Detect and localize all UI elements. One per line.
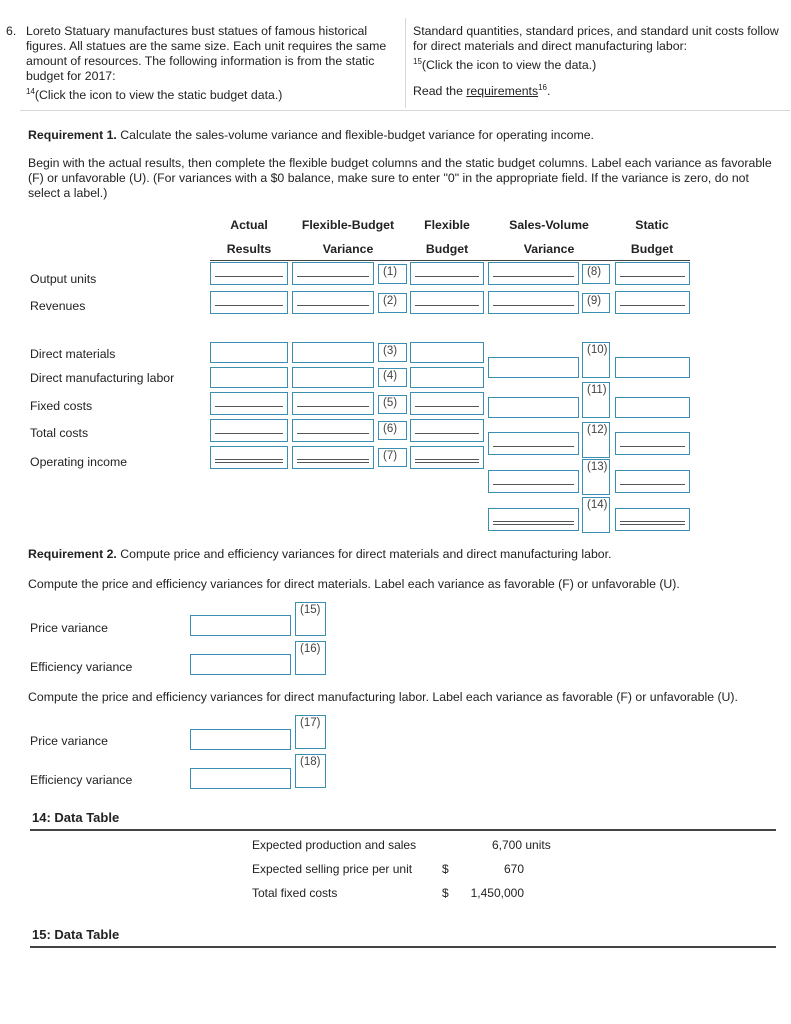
requirements-link[interactable]: requirements bbox=[466, 84, 539, 99]
output-units-fbv-input[interactable] bbox=[292, 262, 374, 285]
col-header-svv: Sales-Volume bbox=[509, 218, 589, 232]
dl-static-input[interactable] bbox=[615, 397, 690, 418]
dm-fbv-input[interactable] bbox=[292, 342, 374, 363]
problem-right-column bbox=[413, 24, 783, 99]
data-table-15-title: 15: Data Table bbox=[32, 927, 120, 942]
col-header-actual: Actual bbox=[230, 218, 268, 232]
label-2-select[interactable]: (2) bbox=[378, 293, 407, 313]
label-7-select[interactable]: (7) bbox=[378, 448, 407, 467]
row-label-output-units: Output units bbox=[30, 272, 97, 286]
dt14-row-label: Expected selling price per unit bbox=[252, 862, 413, 876]
dl-flex-input[interactable] bbox=[410, 367, 484, 388]
fixed-static-input[interactable] bbox=[615, 432, 690, 455]
dt14-row-label: Expected production and sales bbox=[252, 838, 417, 852]
column-divider bbox=[405, 18, 406, 108]
total-static-input[interactable] bbox=[615, 470, 690, 493]
label-13-select[interactable]: (13) bbox=[582, 459, 610, 495]
label-9-select[interactable]: (9) bbox=[582, 293, 610, 313]
fixed-fbv-input[interactable] bbox=[292, 392, 374, 415]
col-header-actual-sub: Results bbox=[226, 242, 272, 256]
dt14-row-symbol: $ bbox=[442, 862, 449, 876]
row-label-direct-labor: Direct manufacturing labor bbox=[30, 371, 175, 385]
revenues-flex-input[interactable] bbox=[410, 291, 484, 314]
dm-svv-input[interactable] bbox=[488, 357, 579, 378]
total-svv-input[interactable] bbox=[488, 470, 579, 493]
col-header-fbv-sub: Variance bbox=[322, 242, 374, 256]
output-units-actual-input[interactable] bbox=[210, 262, 288, 285]
dt14-row-value: 670 bbox=[503, 862, 524, 876]
fixed-svv-input[interactable] bbox=[488, 432, 579, 455]
dl-price-variance-label: Price variance bbox=[30, 734, 108, 748]
col-header-flex-sub: Budget bbox=[425, 242, 469, 256]
oi-actual-input[interactable] bbox=[210, 446, 288, 469]
label-12-select[interactable]: (12) bbox=[582, 422, 610, 458]
label-10-select[interactable]: (10) bbox=[582, 342, 610, 378]
label-3-select[interactable]: (3) bbox=[378, 343, 407, 362]
oi-svv-input[interactable] bbox=[488, 508, 579, 531]
label-8-select[interactable]: (8) bbox=[582, 264, 610, 284]
col-header-static-sub: Budget bbox=[630, 242, 674, 256]
revenues-static-input[interactable] bbox=[615, 291, 690, 314]
output-units-static-input[interactable] bbox=[615, 262, 690, 285]
dm-actual-input[interactable] bbox=[210, 342, 288, 363]
dt14-row-value: 6,700 units bbox=[492, 838, 551, 852]
label-17-select[interactable]: (17) bbox=[295, 715, 326, 749]
req1-title: Requirement 1. Calculate the sales-volume variance and flexible-budget variance for operating income. bbox=[28, 128, 594, 142]
col-header-fbv: Flexible-Budget bbox=[301, 218, 395, 232]
revenues-actual-input[interactable] bbox=[210, 291, 288, 314]
col-header-flex: Flexible bbox=[424, 218, 470, 232]
dm-flex-input[interactable] bbox=[410, 342, 484, 363]
oi-fbv-input[interactable] bbox=[292, 446, 374, 469]
oi-flex-input[interactable] bbox=[410, 446, 484, 469]
label-4-select[interactable]: (4) bbox=[378, 368, 407, 387]
req2-dm-text: Compute the price and efficiency variances for direct materials. Label each variance as favorable (F) or unfavorable (U). bbox=[28, 577, 680, 591]
revenues-fbv-input[interactable] bbox=[292, 291, 374, 314]
read-requirements-line: Read the requirements$^{16}$. bbox=[413, 83, 551, 99]
problem-number: 6. bbox=[6, 24, 17, 38]
col-header-static: Static bbox=[635, 218, 669, 232]
static-budget-icon-link[interactable]: $^{14}$(Click the icon to view the static budget data.) bbox=[26, 87, 283, 103]
header-underline bbox=[210, 260, 690, 261]
label-1-select[interactable]: (1) bbox=[378, 264, 407, 284]
dl-price-variance-input[interactable] bbox=[190, 729, 291, 750]
dm-static-input[interactable] bbox=[615, 357, 690, 378]
dt14-row-value: 1,450,000 bbox=[470, 886, 524, 900]
label-15-select[interactable]: (15) bbox=[295, 602, 326, 636]
label-6-select[interactable]: (6) bbox=[378, 421, 407, 440]
fixed-actual-input[interactable] bbox=[210, 392, 288, 415]
dm-efficiency-variance-input[interactable] bbox=[190, 654, 291, 675]
req1-instructions: Begin with the actual results, then complete the flexible budget columns and the static budget columns. Label each variance as favorable (F) or unfavorable (U). (For variances with a $0 balance, make sure to enter "0" in the appropriate field. If the variance is zero, do not select a label.) bbox=[28, 156, 772, 200]
data-table-14-title: 14: Data Table bbox=[32, 810, 120, 825]
label-11-select[interactable]: (11) bbox=[582, 382, 610, 418]
col-header-svv-sub: Variance bbox=[523, 242, 575, 256]
dl-svv-input[interactable] bbox=[488, 397, 579, 418]
dm-efficiency-variance-label: Efficiency variance bbox=[30, 660, 133, 674]
dl-efficiency-variance-input[interactable] bbox=[190, 768, 291, 789]
standards-text: Standard quantities, standard prices, and standard unit costs follow for direct materials and direct manufacturing labor: bbox=[413, 24, 779, 53]
row-label-fixed-costs: Fixed costs bbox=[30, 399, 93, 413]
row-label-total-costs: Total costs bbox=[30, 426, 89, 440]
req2-title: Requirement 2. Compute price and efficiency variances for direct materials and direct manufacturing labor. bbox=[28, 547, 612, 561]
dt14-row-label: Total fixed costs bbox=[252, 886, 338, 900]
total-actual-input[interactable] bbox=[210, 419, 288, 442]
dm-price-variance-input[interactable] bbox=[190, 615, 291, 636]
data-table-14-rule bbox=[30, 829, 776, 831]
fixed-flex-input[interactable] bbox=[410, 392, 484, 415]
output-units-flex-input[interactable] bbox=[410, 262, 484, 285]
row-label-revenues: Revenues bbox=[30, 299, 86, 313]
dl-actual-input[interactable] bbox=[210, 367, 288, 388]
dt14-row-symbol: $ bbox=[442, 886, 449, 900]
problem-intro-text: Loreto Statuary manufactures bust statues of famous historical figures. All statues are the same size. Each unit requires the same amount of resources. The following information is from the static budget for 2017: bbox=[26, 24, 387, 83]
problem-left-column bbox=[26, 24, 398, 103]
label-16-select[interactable]: (16) bbox=[295, 641, 326, 675]
label-5-select[interactable]: (5) bbox=[378, 395, 407, 414]
output-units-svv-input[interactable] bbox=[488, 262, 579, 285]
standards-icon-link[interactable]: $^{15}$(Click the icon to view the data.) bbox=[413, 57, 597, 73]
row-label-direct-materials: Direct materials bbox=[30, 347, 116, 361]
oi-static-input[interactable] bbox=[615, 508, 690, 531]
row-label-operating-income: Operating income bbox=[30, 455, 128, 469]
total-flex-input[interactable] bbox=[410, 419, 484, 442]
dl-efficiency-variance-label: Efficiency variance bbox=[30, 773, 133, 787]
dm-price-variance-label: Price variance bbox=[30, 621, 108, 635]
header-divider bbox=[20, 110, 790, 111]
label-18-select[interactable]: (18) bbox=[295, 754, 326, 788]
req2-dl-text: Compute the price and efficiency variances for direct manufacturing labor. Label each variance as favorable (F) or unfavorable (U). bbox=[28, 690, 738, 704]
label-14-select[interactable]: (14) bbox=[582, 497, 610, 533]
total-fbv-input[interactable] bbox=[292, 419, 374, 442]
data-table-15-rule bbox=[30, 946, 776, 948]
revenues-svv-input[interactable] bbox=[488, 291, 579, 314]
dl-fbv-input[interactable] bbox=[292, 367, 374, 388]
